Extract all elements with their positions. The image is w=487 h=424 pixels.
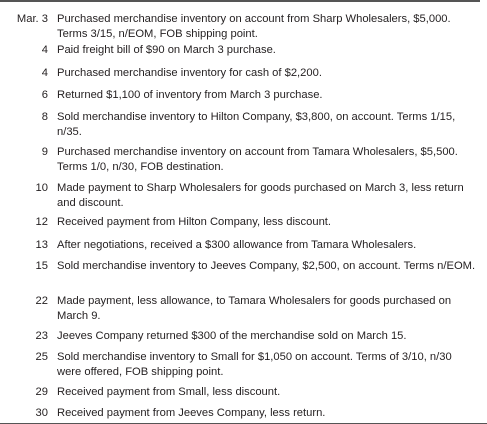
transaction-entry: [0, 259, 487, 274]
transaction-entry: [0, 12, 487, 42]
entry-description: Received payment from Jeeves Company, less return.: [57, 407, 326, 419]
entry-date: 4: [41, 44, 48, 56]
entry-description: Sold merchandise inventory to Small for $1,050 on account. Terms of 3/10, n/30 were offered, FOB shipping point.: [57, 351, 452, 378]
transaction-entry: [0, 385, 487, 400]
entry-description: Sold merchandise inventory to Hilton Company, $3,800, on account. Terms 1/15, n/35.: [57, 111, 456, 138]
transaction-entry: [0, 406, 487, 421]
entry-description: Received payment from Hilton Company, less discount.: [57, 216, 332, 228]
transaction-entry: [0, 350, 487, 380]
entry-date: 10: [35, 182, 48, 194]
entry-date: 4: [41, 67, 48, 79]
entry-description: Jeeves Company returned $300 of the merchandise sold on March 15.: [57, 330, 407, 342]
transaction-entry: [0, 66, 487, 81]
entry-date: 23: [35, 330, 48, 342]
entry-description: Purchased merchandise inventory for cash of $2,200.: [57, 67, 322, 79]
transaction-entry: [0, 88, 487, 103]
transaction-entry: [0, 110, 487, 140]
transaction-entry: [0, 145, 487, 175]
entry-description: Received payment from Small, less discount.: [57, 386, 281, 398]
entry-date: 29: [35, 386, 48, 398]
entry-date: 15: [35, 260, 48, 272]
transaction-entry: [0, 215, 487, 230]
transaction-entry: [0, 329, 487, 344]
entry-description: After negotiations, received a $300 allowance from Tamara Wholesalers.: [57, 239, 417, 251]
entry-date: 8: [41, 111, 48, 123]
entry-date: 13: [35, 239, 48, 251]
entry-date: 25: [35, 351, 48, 363]
transaction-entry: [0, 43, 487, 58]
transaction-entry: [0, 181, 487, 211]
entry-date: 6: [41, 89, 48, 101]
entry-date: 9: [41, 146, 48, 158]
entry-description: Sold merchandise inventory to Jeeves Company, $2,500, on account. Terms n/EOM.: [57, 260, 476, 272]
top-divider: [0, 0, 480, 2]
entry-date: 30: [35, 407, 48, 419]
transaction-entry: [0, 294, 487, 324]
entry-description: Purchased merchandise inventory on account from Tamara Wholesalers, $5,500. Terms 1/0, n/30, FOB destination.: [57, 146, 458, 173]
entry-description: Purchased merchandise inventory on account from Sharp Wholesalers, $5,000. Terms 3/15, n/EOM, FOB shipping point.: [57, 13, 451, 40]
entry-description: Paid freight bill of $90 on March 3 purchase.: [57, 44, 276, 56]
entry-description: Made payment, less allowance, to Tamara Wholesalers for goods purchased on March 9.: [57, 295, 452, 322]
transaction-entry: [0, 238, 487, 253]
entry-date: Mar. 3: [16, 13, 48, 25]
entry-description: Returned $1,100 of inventory from March 3 purchase.: [57, 89, 323, 101]
entry-date: 12: [35, 216, 48, 228]
entry-date: 22: [35, 295, 48, 307]
entry-description: Made payment to Sharp Wholesalers for goods purchased on March 3, less return and discount.: [57, 182, 464, 209]
